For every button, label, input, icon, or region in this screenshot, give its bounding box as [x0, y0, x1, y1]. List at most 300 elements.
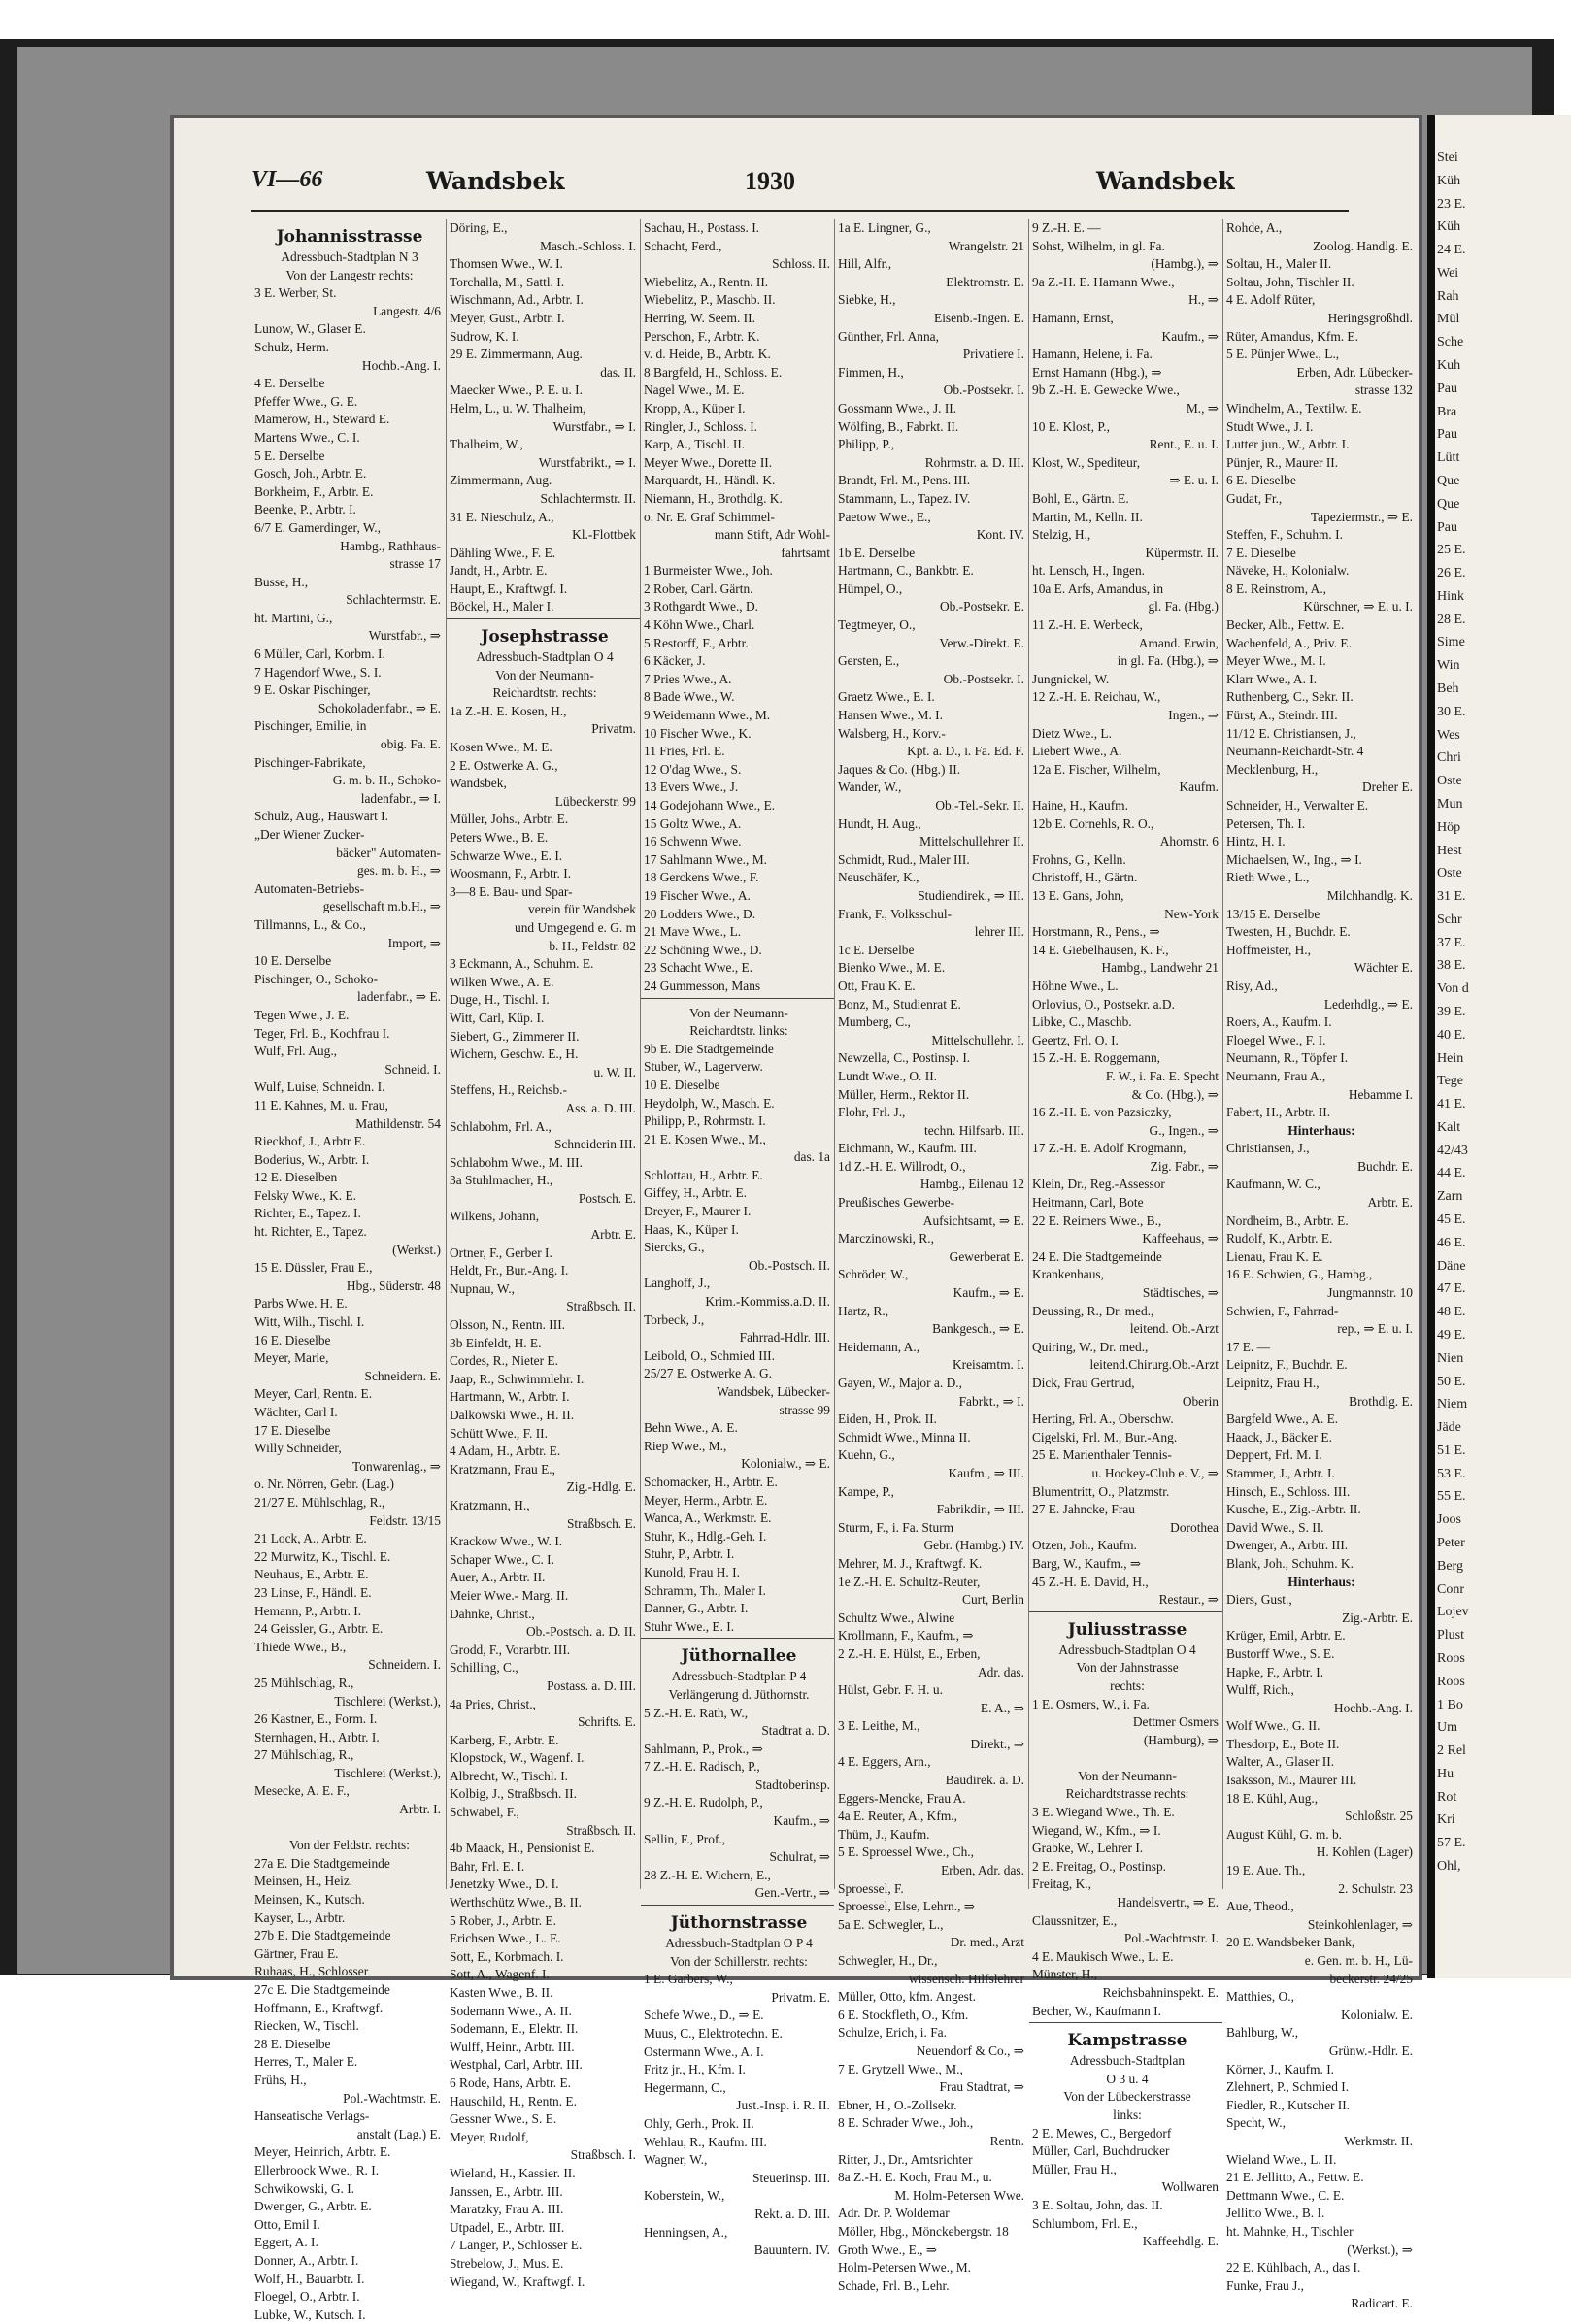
directory-entry-line: Leipnitz, F., Buchdr. E. [1226, 1357, 1348, 1373]
next-page-fragment: 40 E. [1437, 1028, 1466, 1043]
next-page-fragment: Chri [1437, 750, 1461, 765]
directory-entry-line: Rudolf, K., Arbtr. E. [1226, 1231, 1333, 1246]
directory-entry-line: Böckel, H., Maler I. [447, 598, 640, 619]
directory-entry-line: Wandsbek, [450, 776, 507, 791]
next-page-fragment: 42/43 [1437, 1144, 1468, 1158]
directory-entry-line: 19 Fischer Wwe., A. [644, 887, 751, 903]
directory-entry-line: Schlumbom, Frl. E., [1032, 2215, 1138, 2231]
directory-entry-line: Hbg., Süderstr. 48 [346, 1278, 441, 1293]
next-page-fragment: 39 E. [1437, 1005, 1466, 1019]
directory-entry-line: Flohr, Frl. J., [838, 1105, 906, 1120]
directory-entry-line: Elektromstr. E. [946, 274, 1024, 289]
directory-page [170, 115, 1422, 2322]
directory-entry-line: Stadtoberinsp. [755, 1776, 830, 1792]
directory-entry-line: 45 Z.-H. E. David, H., [1032, 1574, 1149, 1589]
next-page-fragment: 53 E. [1437, 1467, 1466, 1481]
directory-entry-line: 16 E. Dieselbe [254, 1332, 331, 1347]
directory-entry-line: Herting, Frl. A., Oberschw. [1032, 1411, 1174, 1427]
directory-entry-line: beckerstr. 24/25 [1329, 1971, 1413, 1986]
directory-entry-line: Blank, Joh., Schuhm. K. [1226, 1555, 1354, 1571]
directory-entry-line: Schlachtermstr. II. [540, 490, 636, 506]
next-page-fragment: Roos [1437, 1651, 1465, 1666]
directory-entry-line: Verw.-Direkt. E. [939, 635, 1024, 650]
directory-entry-line: Wehlau, R., Kaufm. III. [644, 2134, 767, 2149]
directory-entry-line: Wachenfeld, A., Priv. E. [1226, 635, 1352, 650]
directory-entry-line: Specht, W., [1226, 2115, 1287, 2131]
directory-entry-line: 27a E. Die Stadtgemeinde [254, 1855, 390, 1871]
directory-entry-line: Klost, W., Spediteur, [1032, 454, 1141, 470]
directory-entry-line: Schefe Wwe., D., ⇒ E. [644, 2008, 764, 2023]
directory-entry-line: 1a Z.-H. E. Kosen, H., [450, 703, 567, 718]
directory-entry-line: Hochb.-Ang. I. [1333, 1700, 1413, 1715]
directory-entry-line: Giffey, H., Arbtr. E. [644, 1185, 747, 1201]
directory-entry-line: Von der Neumann- [495, 667, 594, 682]
directory-entry-line: Straßbsch. II. [566, 1299, 636, 1314]
directory-entry-line: Nordheim, B., Arbtr. E. [1226, 1212, 1349, 1228]
directory-entry-line: Hoffmann, E., Kraftwgf. [254, 2000, 384, 2015]
directory-entry-line: Wolf, H., Bauarbtr. I. [254, 2271, 365, 2286]
directory-entry-line: „Der Wiener Zucker- [254, 827, 365, 842]
directory-entry-line: Fritz jr., H., Kfm. I. [644, 2062, 746, 2077]
directory-entry-line: 8 E. Schrader Wwe., Joh., [838, 2115, 974, 2131]
directory-entry-line: 31 E. Nieschulz, A., [450, 509, 554, 524]
directory-entry-line: 15 Goltz Wwe., A. [644, 815, 742, 831]
directory-entry-line: Schwien, F., Fahrrad- [1226, 1303, 1339, 1318]
directory-entry-line: Kosen Wwe., M. E. [450, 740, 552, 755]
directory-entry-line: 17 E. Dieselbe [254, 1422, 331, 1438]
directory-entry-line: Brothdlg. E. [1349, 1393, 1413, 1409]
directory-entry-line: 1 Burmeister Wwe., Joh. [644, 563, 773, 579]
directory-entry-line: Ostermann Wwe., A. I. [644, 2043, 764, 2059]
directory-entry-line: Langhoff, J., [644, 1276, 711, 1291]
directory-entry-line: Meyer, Carl, Rentn. E. [254, 1386, 373, 1402]
directory-entry-line: Arbtr. E. [1367, 1195, 1413, 1211]
directory-entry-line: Von der Lübeckerstrasse [1063, 2089, 1191, 2105]
directory-entry-line: Hambg., Rathhaus- [340, 538, 441, 553]
directory-entry-line: Teger, Frl. B., Kochfrau I. [254, 1025, 390, 1041]
directory-entry-line: Marquardt, H., Händl. K. [644, 473, 776, 488]
directory-entry-line: Hansen Wwe., M. I. [838, 708, 943, 723]
directory-entry-line: Direkt., ⇒ [970, 1736, 1024, 1751]
next-page-fragment: Stei [1437, 150, 1458, 165]
directory-entry-line: Zig.-Arbtr. E. [1342, 1610, 1413, 1625]
directory-entry-line: Klopstock, W., Wagenf. I. [450, 1750, 585, 1766]
directory-entry-line: 21 E. Kosen Wwe., M., [644, 1131, 766, 1146]
directory-entry-line: 22 Schöning Wwe., D. [644, 942, 762, 957]
directory-entry-line: Müller, Otto, kfm. Angest. [838, 1989, 976, 2005]
directory-entry-line: Kayser, L., Arbtr. [254, 1909, 346, 1925]
directory-entry-line: 2 Z.-H. E. Hülst, E., Erben, [838, 1645, 981, 1661]
directory-entry-line: 10a E. Arfs, Amandus, in [1032, 581, 1164, 596]
directory-entry-line: Jaap, R., Schwimmlehr. I. [450, 1371, 585, 1386]
directory-entry-line: Schloss. II. [772, 256, 830, 272]
directory-entry-line: Wulf, Luise, Schneidn. I. [254, 1079, 385, 1095]
directory-entry-line: Adressbuch-Stadtplan [1069, 2053, 1186, 2069]
directory-entry-line: Ruhaas, H., Schlosser [254, 1964, 369, 1979]
directory-entry-line: Heldt, Fr., Bur.-Ang. I. [450, 1263, 569, 1278]
next-page-fragment: Wei [1437, 266, 1459, 281]
directory-entry-line: Rohde, A., [1226, 220, 1283, 235]
next-page-fragment: 57 E. [1437, 1836, 1466, 1850]
next-page-fragment: 45 E. [1437, 1212, 1466, 1227]
directory-entry-line: Ritter, J., Dr., Amtsrichter [838, 2151, 973, 2167]
directory-entry-line: Wischmann, Ad., Arbtr. I. [450, 292, 584, 308]
directory-entry-line: 21 Lock, A., Arbtr. E. [254, 1531, 367, 1546]
directory-entry-line: 5a E. Schwegler, L., [838, 1916, 944, 1932]
directory-entry-line: 6 Müller, Carl, Korbm. I. [254, 647, 385, 662]
directory-entry-line: 3 E. Soltau, John, das. II. [1032, 2197, 1163, 2212]
directory-entry-line: Höhne Wwe., L. [1032, 978, 1119, 993]
directory-entry-line: Schlottau, H., Arbtr. E. [644, 1167, 763, 1182]
directory-entry-line: Meyer, Marie, [254, 1350, 329, 1366]
directory-entry-line: Milchhandlg. K. [1326, 887, 1413, 903]
directory-entry-line: Jenetzky Wwe., D. I. [450, 1876, 559, 1892]
directory-entry-line: Fabert, H., Arbtr. II. [1226, 1105, 1331, 1120]
directory-entry-line: Tonwarenlag., ⇒ [352, 1458, 441, 1474]
next-page-fragment: 24 E. [1437, 243, 1466, 257]
directory-entry-line: Schilling, C., [450, 1660, 518, 1676]
directory-entry-line: Günther, Frl. Anna, [838, 328, 939, 344]
directory-entry-line: Becker, Alb., Fettw. E. [1226, 617, 1345, 633]
directory-entry-line: 9b E. Die Stadtgemeinde [644, 1041, 774, 1056]
directory-entry-line: Sodemann Wwe., A. II. [450, 2003, 572, 2018]
directory-entry-line: Meyer, Rudolf, [450, 2129, 529, 2144]
directory-entry-line: 1d Z.-H. E. Willrodt, O., [838, 1158, 966, 1174]
directory-entry-line: Wurstfabrikt., ⇒ I. [538, 454, 636, 470]
directory-entry-line: Adressbuch-Stadtplan N 3 [281, 249, 418, 264]
directory-entry-line: Heidemann, A., [838, 1339, 920, 1354]
directory-entry-line: Horstmann, R., Pens., ⇒ [1032, 924, 1160, 940]
directory-entry-line: Reichardtstr. rechts: [492, 685, 597, 701]
next-page-fragment: 51 E. [1437, 1444, 1466, 1458]
directory-entry-line: Stuber, W., Lagerverw. [644, 1059, 763, 1075]
directory-entry-line: strasse 132 [1354, 382, 1413, 398]
directory-entry-line: Mittelschullehr. I. [931, 1032, 1024, 1047]
directory-entry-line: 4 E. Maukisch Wwe., L. E. [1032, 1948, 1174, 1964]
directory-entry-line: 8 Bade Wwe., W. [644, 689, 735, 705]
directory-entry-line: Sproessel, Else, Lehrn., ⇒ [838, 1899, 976, 1914]
directory-entry-line: Fabrikdir., ⇒ III. [936, 1502, 1024, 1517]
directory-entry-line: Roers, A., Kaufm. I. [1226, 1014, 1332, 1030]
directory-entry-line: 11 E. Kahnes, M. u. Frau, [254, 1097, 388, 1112]
directory-entry-line: 17 E. — [1226, 1339, 1271, 1354]
column-4 [834, 219, 1028, 2293]
directory-entry-line: Meyer, Heinrich, Arbtr. E. [254, 2144, 391, 2160]
next-page-fragment: Win [1437, 658, 1460, 673]
directory-entry-line: Mathildenstr. 54 [355, 1115, 441, 1131]
directory-entry-line: das. II. [600, 364, 636, 380]
directory-entry-line: Risy, Ad., [1226, 978, 1278, 993]
directory-entry-line: 2 E. Mewes, C., Bergedorf [1032, 2125, 1172, 2141]
directory-entry-line: Schulze, Erich, i. Fa. [838, 2025, 947, 2041]
directory-entry-line: Meyer, Gust., Arbtr. I. [450, 310, 565, 325]
directory-entry-line: Cordes, R., Nieter E. [450, 1353, 558, 1369]
directory-entry-line: 25/27 E. Ostwerke A. G. [644, 1366, 773, 1381]
directory-entry-line: 3 Eckmann, A., Schuhm. E. [450, 956, 594, 972]
directory-entry-line: 9 E. Oskar Pischinger, [254, 682, 371, 698]
directory-entry-line: Wanca, A., Werkmstr. E. [644, 1511, 772, 1526]
next-page-fragment: Küh [1437, 219, 1461, 234]
next-page-fragment: Von d [1437, 981, 1469, 996]
next-page-fragment: Sime [1437, 635, 1465, 649]
directory-entry-line: Müller, Carl, Buchdrucker [1032, 2143, 1170, 2159]
directory-entry-line: Richter, E., Tapez. I. [254, 1206, 361, 1221]
directory-entry-line: Straßbsch. I. [570, 2147, 636, 2163]
directory-entry-line: Schmidt, Rud., Maler III. [838, 851, 970, 867]
directory-entry-line: New-York [1164, 906, 1219, 921]
next-page-fragment: 41 E. [1437, 1097, 1466, 1112]
directory-entry-line: Peters Wwe., B. E. [450, 830, 549, 845]
directory-entry-line: 25 E. Marienthaler Tennis- [1032, 1447, 1172, 1463]
directory-entry-line: Wulff, Rich., [1226, 1682, 1294, 1698]
directory-entry-line: 22 E. Reimers Wwe., B., [1032, 1212, 1162, 1228]
directory-entry-line: Straßbsch. II. [566, 1822, 636, 1838]
directory-entry-line: Hamann, Ernst, [1032, 310, 1114, 325]
directory-entry-line: Rüter, Amandus, Kfm. E. [1226, 328, 1358, 344]
directory-entry-line: Ohly, Gerh., Prok. II. [644, 2115, 754, 2131]
directory-entry-line: Gersten, E., [838, 653, 900, 669]
directory-entry-line: Werkmstr. II. [1344, 2133, 1413, 2148]
directory-entry-line: Krüger, Emil, Arbtr. E. [1226, 1628, 1346, 1643]
directory-entry-line: Kont. IV. [976, 527, 1024, 543]
directory-entry-line: H. Kohlen (Lager) [1316, 1844, 1413, 1860]
directory-entry-line: Hinsch, E., Schloss. III. [1226, 1483, 1351, 1499]
header-rule [251, 210, 1349, 212]
directory-entry-line: Wiebelitz, P., Maschb. II. [644, 292, 776, 308]
directory-entry-line: Steuerinsp. III. [752, 2170, 830, 2185]
directory-entry-line: Lübeckerstr. 99 [554, 793, 636, 809]
directory-entry-line: Schmidt Wwe., Minna II. [838, 1429, 971, 1444]
directory-entry-line: Schneiderin III. [553, 1137, 636, 1152]
directory-entry-line: 22 Murwitz, K., Tischl. E. [254, 1548, 391, 1564]
directory-entry-line: Müller, Herm., Rektor II. [838, 1086, 970, 1102]
directory-entry-line: Hümpel, O., [838, 581, 903, 596]
directory-entry-line: Groth Wwe., E., ⇒ [838, 2241, 938, 2257]
directory-entry-line: Stammer, J., Arbtr. I. [1226, 1465, 1335, 1480]
directory-entry-line: Schomacker, H., Arbtr. E. [644, 1474, 778, 1489]
directory-entry-line: strasse 17 [389, 556, 441, 572]
directory-entry-line: Kaufmann, W. C., [1226, 1177, 1320, 1192]
directory-entry-line: Steffen, F., Schuhm. I. [1226, 527, 1343, 543]
next-page-fragment: Conr [1437, 1582, 1464, 1597]
directory-entry-line: 5 Z.-H. E. Rath, W., [644, 1705, 749, 1720]
directory-entry-line: Erben, Adr. das. [941, 1863, 1024, 1878]
directory-entry-line: Frank, F., Volksschul- [838, 906, 953, 921]
directory-entry-line: 27 E. Jahncke, Frau [1032, 1502, 1135, 1517]
directory-entry-line: Schwegler, H., Dr., [838, 1953, 938, 1968]
directory-entry-line: Dreyer, F., Maurer I. [644, 1204, 752, 1219]
directory-entry-line: Von der Schillerstr. rechts: [670, 1953, 808, 1969]
directory-entry-line: Bonz, M., Studienrat E. [838, 996, 961, 1012]
directory-entry-line: 10 E. Klost, P., [1032, 418, 1110, 434]
directory-entry-line: 22 E. Kühlbach, A., das I. [1226, 2260, 1361, 2275]
directory-entry-line: O 3 u. 4 [1106, 2071, 1149, 2086]
directory-entry-line: 7 Langer, P., Schlosser E. [450, 2238, 583, 2253]
directory-entry-line: Kaufm., ⇒ E. [953, 1285, 1024, 1301]
directory-entry-line: Dwenger, G., Arbtr. E. [254, 2199, 372, 2214]
directory-entry-line: ht. Mahnke, H., Tischler [1226, 2223, 1354, 2239]
directory-entry-line: Isaksson, M., Maurer III. [1226, 1773, 1357, 1788]
directory-entry-line: Deussing, R., Dr. med., [1032, 1303, 1154, 1318]
next-page-fragment: 37 E. [1437, 936, 1466, 950]
next-page-fragment: Schr [1437, 913, 1462, 927]
directory-entry-line: ⇒ E. u. I. [1169, 473, 1219, 488]
directory-entry-line: Janssen, E., Arbtr. III. [450, 2183, 563, 2199]
directory-entry-line: Ob.-Postsekr. I. [943, 671, 1024, 686]
directory-entry-line: Kaufm., ⇒ [773, 1813, 830, 1829]
directory-entry-line: 16 Schwenn Wwe. [644, 834, 742, 849]
directory-entry-line: 13/15 E. Derselbe [1226, 906, 1320, 921]
directory-entry-line: 10 E. Derselbe [254, 953, 332, 969]
directory-entry-line: (Hamburg), ⇒ [1143, 1732, 1219, 1747]
directory-entry-line: techn. Hilfsarb. III. [924, 1122, 1024, 1138]
directory-entry-line: Olsson, N., Rentn. III. [450, 1317, 566, 1333]
directory-entry-line: Sternhagen, H., Arbtr. I. [254, 1729, 380, 1744]
directory-entry-line: Utpadel, E., Arbtr. III. [450, 2219, 565, 2235]
directory-entry-line: Dwenger, A., Arbtr. III. [1226, 1538, 1349, 1553]
directory-entry-line: Kolonialw. E. [1341, 2007, 1413, 2022]
directory-entry-line: Gayen, W., Major a. D., [838, 1376, 962, 1390]
directory-entry-line: Thiede Wwe., B., [254, 1639, 347, 1654]
directory-entry-line: o. Nr. E. Graf Schimmel- [644, 509, 775, 524]
directory-entry-line: Kaufm., ⇒ [1161, 328, 1219, 344]
directory-entry-line: Adressbuch-Stadtplan O P 4 [665, 1936, 813, 1951]
directory-entry-line: Kolbig, J., Straßbsch. II. [450, 1786, 577, 1802]
next-page-fragment: Sche [1437, 335, 1464, 349]
directory-entry-line: Geertz, Frl. O. I. [1032, 1032, 1119, 1047]
directory-entry-line: Schaper Wwe., C. I. [450, 1551, 554, 1567]
directory-entry-line: Dick, Frau Gertrud, [1032, 1376, 1135, 1390]
directory-entry-line: und Umgegend e. G. m [515, 919, 636, 935]
next-page-fragment: Peter [1437, 1536, 1465, 1550]
directory-entry-line: Küpermstr. II. [1145, 545, 1219, 560]
directory-entry-line: Schneidern. E. [364, 1368, 441, 1383]
directory-entry-line: obig. Fa. E. [380, 737, 441, 752]
directory-entry-line: Frau Stadtrat, ⇒ [939, 2079, 1024, 2095]
directory-entry-line: rep., ⇒ E. u. I. [1337, 1321, 1413, 1337]
directory-entry-line: 5 E. Pünjer Wwe., L., [1226, 347, 1340, 362]
directory-entry-line: 26 Kastner, E., Form. I. [254, 1711, 378, 1727]
directory-entry-line: Hundt, H. Aug., [838, 815, 921, 831]
next-page-fragment: Hink [1437, 589, 1464, 604]
directory-entry-line: fahrtsamt [781, 545, 830, 560]
directory-entry-line: Neuhaus, E., Arbtr. E. [254, 1567, 369, 1582]
directory-entry-line: mann Stift, Adr Wohl- [714, 527, 830, 543]
directory-entry-line: Wieland Wwe., L. II. [1226, 2151, 1337, 2167]
directory-entry-line: Bargfeld Wwe., A. E. [1226, 1411, 1339, 1427]
directory-entry-line: Haupt, E., Kraftwgf. I. [450, 581, 568, 596]
directory-entry-line: Schütt Wwe., F. II. [450, 1425, 548, 1441]
directory-entry-line: Möller, Hbg., Mönckebergstr. 18 [838, 2223, 1009, 2239]
directory-entry-line: Schwarze Wwe., E. I. [450, 847, 563, 863]
directory-entry-line: Just.-Insp. i. R. II. [736, 2098, 830, 2113]
directory-entry-line: Zoolog. Handlg. E. [1312, 238, 1413, 253]
directory-entry-line: Libke, C., Maschb. [1032, 1014, 1132, 1030]
directory-entry-line: Nupnau, W., [450, 1280, 515, 1296]
directory-entry-line: Floegel Wwe., F. I. [1226, 1032, 1326, 1047]
directory-entry-line: Donner, A., Arbtr. I. [254, 2252, 359, 2268]
directory-entry-line: Leibold, O., Schmied III. [644, 1347, 775, 1363]
directory-entry-line: Neumann-Reichardt-Str. 4 [1226, 744, 1364, 759]
directory-entry-line: Grabke, W., Lehrer I. [1032, 1841, 1144, 1856]
directory-entry-line: Wiegand, W., Kfm., ⇒ I. [1032, 1822, 1161, 1838]
directory-entry-line: Kpt. a. D., i. Fa. Ed. F. [907, 744, 1024, 759]
directory-entry-line: Henningsen, A., [644, 2224, 728, 2240]
directory-entry-line: M. Holm-Petersen Wwe. [894, 2187, 1024, 2203]
directory-entry-line: Koberstein, W., [644, 2188, 725, 2204]
directory-entry-line: 28 Z.-H. E. Wichern, E., [644, 1867, 771, 1882]
directory-entry-line: Schwikowski, G. I. [254, 2180, 355, 2196]
next-page-fragment: Que [1437, 474, 1460, 488]
next-page-fragment: Um [1437, 1720, 1457, 1735]
directory-entry-line: 21 E. Jellitto, A., Fettw. E. [1226, 2170, 1364, 2185]
directory-entry-line: Schwabel, F., [450, 1805, 519, 1820]
directory-entry-line: Becher, W., Kaufmann I. [1029, 2003, 1222, 2024]
directory-entry-line: Wilkens, Johann, [450, 1209, 540, 1224]
directory-entry-line: Stammann, L., Tapez. IV. [838, 490, 971, 506]
directory-entry-line: Stuhr Wwe., E. I. [641, 1618, 834, 1640]
directory-entry-line: 28 E. Dieselbe [254, 2036, 331, 2051]
directory-entry-line: 3 Rothgardt Wwe., D. [644, 599, 759, 614]
directory-entry-line: Automaten-Betriebs- [254, 880, 365, 896]
directory-entry-line: Radicart. E. [1351, 2296, 1413, 2311]
directory-entry-line: Schloßstr. 25 [1345, 1809, 1413, 1824]
directory-entry-line: Fiedler, R., Kutscher II. [1226, 2097, 1351, 2112]
directory-entry-line: Duge, H., Tischl. I. [450, 992, 550, 1008]
directory-entry-line: Thüm, J., Kaufm. [838, 1826, 930, 1842]
directory-entry-line: Haine, H., Kaufm. [1032, 798, 1128, 813]
directory-entry-line: Hinterhaus: [1287, 1574, 1355, 1589]
directory-entry-line: Muus, C., Elektrotechn. E. [644, 2026, 783, 2041]
directory-entry-line: Kaffeehaus, ⇒ [1142, 1231, 1219, 1246]
directory-entry-line: Karberg, F., Arbtr. E. [450, 1732, 559, 1747]
directory-entry-line: Schulz, Aug., Hauswart I. [254, 809, 388, 824]
directory-entry-line: Torbeck, J., [644, 1311, 705, 1327]
directory-entry-line: Adressbuch-Stadtplan O 4 [1058, 1642, 1196, 1657]
directory-entry-line: 18 Gerckens Wwe., F. [644, 870, 759, 885]
directory-entry-line: leitend.Chirurg.Ob.-Arzt [1089, 1357, 1219, 1373]
directory-entry-line: 3b Einfeldt, H. E. [450, 1335, 542, 1350]
directory-entry-line: Von der Neumann- [1078, 1768, 1177, 1783]
directory-entry-line: Mehrer, M. J., Kraftwgf. K. [838, 1555, 983, 1571]
directory-entry-line: Dr. med., Arzt [950, 1935, 1024, 1950]
next-page-fragment: Niem [1437, 1397, 1468, 1411]
next-page-fragment: 49 E. [1437, 1328, 1466, 1343]
directory-entry-line: Steinkohlenlager, ⇒ [1307, 1916, 1413, 1932]
directory-entry-line: Schulz, Herm. [254, 339, 329, 354]
directory-entry-line: e. Gen. m. b. H., Lü- [1304, 1953, 1413, 1968]
directory-entry-line: Schneid. I. [384, 1061, 441, 1077]
directory-entry-line: Walter, A., Glaser II. [1226, 1754, 1335, 1770]
next-page-fragment: Küh [1437, 174, 1461, 188]
directory-entry-line: 11 Z.-H. E. Werbeck, [1032, 617, 1143, 633]
directory-entry-line: Restaur., ⇒ [1029, 1591, 1222, 1612]
directory-entry-line: Amand. Erwin, [1138, 635, 1219, 650]
directory-entry-line: Felsky Wwe., K. E. [254, 1187, 357, 1203]
directory-entry-line: Witt, Wilh., Tischl. I. [254, 1314, 365, 1330]
directory-entry-line: Handelsvertr., ⇒ E. [1117, 1895, 1219, 1910]
directory-entry-line: Tegtmeyer, O., [838, 617, 916, 633]
directory-entry-line: Helm, L., u. W. Thalheim, [450, 400, 586, 415]
directory-entry-line: Sproessel, F. [838, 1880, 904, 1896]
directory-entry-line: 3 E. Leithe, M., [838, 1718, 920, 1734]
directory-entry-line: 16 Z.-H. E. von Pazsiczky, [1032, 1105, 1172, 1120]
directory-entry-line: Import, ⇒ [387, 935, 441, 950]
directory-entry-line: Arbtr. E. [590, 1227, 636, 1243]
next-page-fragment: 50 E. [1437, 1375, 1466, 1389]
next-page-fragment: Que [1437, 497, 1460, 512]
directory-entry-line: Heitmann, Carl, Bote [1032, 1195, 1144, 1211]
